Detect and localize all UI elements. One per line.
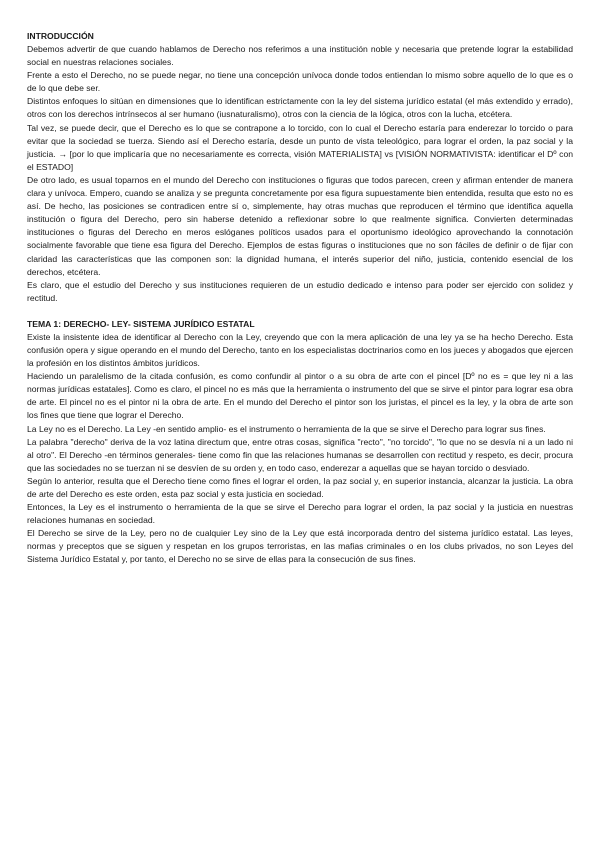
paragraph: De otro lado, es usual toparnos en el mundo del Derecho con instituciones o figuras que todos parecen, creen y afirman entender de manera clara y unívoca. Empero, cuando se analiza y se pregunta concretamente por esa figura supuestamente bien entendida, resulta que esto no es así. De hecho, las posiciones se contradicen entre sí o, simplemente, hay otras muchas que reproducen el término que identifica aquella institución o figura del Derecho, pero sin haberse detenido a reflexionar sobre lo que realmente significa. Convierten determinadas instituciones o figuras del Derecho en meros eslóganes políticos usados para el oportunismo ideológico aprovechando la connotación socialmente favorable que tiene esa figura del Derecho. Ejemplos de estas figuras o instituciones que no son fáciles de definir o de fijar con claridad las características que las componen son: la dignidad humana, el interés superior del niño, justicia, contenido esencial de los derechos, etcétera. — [27, 174, 573, 277]
paragraph: Distintos enfoques lo sitúan en dimensiones que lo identifican estrictamente con la ley del sistema jurídico estatal (el más extendido y errado), otros con los derechos intrínsecos al ser humano (iusnaturalismo), otros con la ciencia de la lógica, otros con la lucha, etcétera. — [27, 96, 573, 120]
paragraph: Tal vez, se puede decir, que el Derecho es lo que se contrapone a lo torcido, con lo cual el Derecho estaría para enderezar lo torcido o para evitar que la sociedad se tuerza. Siendo así el Derecho estaría, desde un punto de vista teleológico, para lograr el orden, la paz social y la justicia. → [por lo que implicaría que no necesariamente es correcta, visión MATERIALISTA] vs [VISIÓN NORMATIVISTA: identificar el Dº con el ESTADO] — [27, 122, 573, 172]
paragraph: Debemos advertir de que cuando hablamos de Derecho nos referimos a una institución noble y necesaria que pretende lograr la estabilidad social en nuestras relaciones sociales. — [27, 44, 573, 68]
paragraph: Haciendo un paralelismo de la citada confusión, es como confundir al pintor o a su obra de arte con el pincel [Dº no es = que ley ni a las normas jurídicas estatales]. Como es claro, el pincel no es más que la herramienta o instrumento del que se sirve el pintor para lograr esa obra de arte. El pincel no es el pintor ni la obra de arte. En el mundo del Derecho el pintor son los juristas, el pincel es la ley, y la obra de arte son los fines que tiene que lograr el Derecho. — [27, 371, 573, 421]
paragraph: Es claro, que el estudio del Derecho y sus instituciones requieren de un estudio dedicado e intenso para poder ser ejercido con solidez y rectitud. — [27, 279, 573, 303]
paragraph: El Derecho se sirve de la Ley, pero no de cualquier Ley sino de la Ley que está incorporada dentro del sistema jurídico estatal. Las leyes, normas y preceptos que se siguen y respetan en los grupos terroristas, en las mafias criminales o en los clubs privados, no son Leyes del Sistema Jurídico Estatal y, por tanto, el Derecho no se sirve de ellas para la consecución de sus fines. — [27, 528, 573, 565]
paragraph: La palabra "derecho" deriva de la voz latina directum que, entre otras cosas, significa "recto", "no torcido", "lo que no se desvía ni a un lado ni al otro". El Derecho -en términos generales- tiene como fin que las relaciones humanas se desarrollen con rectitud y respeto, es decir, procura que las sociedades no se tuerzan ni se desvíen de su orden y, en todo caso, enderezar a aquellas que se hayan torcido o desviado. — [27, 436, 573, 473]
paragraph: Entonces, la Ley es el instrumento o herramienta de la que se sirve el Derecho para lograr el orden, la paz social y la justicia en nuestras relaciones humanas en sociedad. — [27, 502, 573, 526]
paragraph: La Ley no es el Derecho. La Ley -en sentido amplio- es el instrumento o herramienta de la que se sirve el Derecho para lograr sus fines. — [27, 423, 546, 434]
paragraph: Frente a esto el Derecho, no se puede negar, no tiene una concepción unívoca donde todos entiendan lo mismo sobre aquello de lo que es o de lo que debe ser. — [27, 70, 573, 94]
section-title-introduccion: INTRODUCCIÓN — [27, 31, 94, 41]
section-gap — [27, 305, 573, 318]
paragraph: Según lo anterior, resulta que el Derecho tiene como fines el lograr el orden, la paz social y, en superior instancia, alcanzar la justicia. La obra de arte del Derecho es este orden, esta paz social y esta justicia en sociedad. — [27, 475, 573, 499]
paragraph: Existe la insistente idea de identificar al Derecho con la Ley, creyendo que con la mera aplicación de una ley ya se ha hecho Derecho. Esta confusión opera y sigue operando en el mundo del Derecho, tanto en los especialistas doctrinarios como en los jueces y abogados que ejercen la profesión en los distintos ámbitos jurídicos. — [27, 331, 573, 369]
section-title-tema-1: TEMA 1: DERECHO- LEY- SISTEMA JURÍDICO ESTATAL — [27, 318, 255, 329]
